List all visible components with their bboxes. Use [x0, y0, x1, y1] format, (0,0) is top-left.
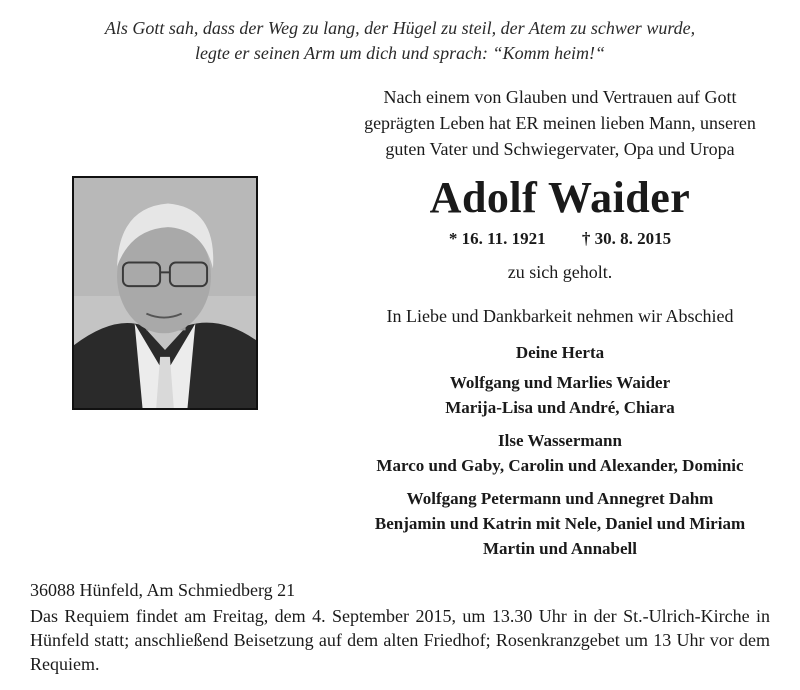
family-group	[340, 340, 780, 365]
verse-line: Als Gott sah, dass der Weg zu lang, der Hügel zu steil, der Atem zu schwer wurde,	[104, 18, 696, 38]
portrait-image	[74, 178, 256, 408]
address: 36088 Hünfeld, Am Schmiedberg 21	[30, 580, 296, 600]
portrait-photo	[72, 176, 258, 410]
intro-text	[340, 84, 780, 162]
verse	[0, 16, 800, 66]
birth-date: * 16. 11. 1921	[448, 229, 546, 248]
requiem-notice: Das Requiem findet am Freitag, dem 4. September 2015, um 13.30 Uhr in der St.-Ulrich-Kirche in Hünfeld statt; anschließend Beisetzung auf dem alten Friedhof; Rosenkranzgebet um 13 Uhr vor dem Requiem.	[30, 606, 770, 674]
intro-line: Nach einem von Glauben und Vertrauen auf Gott	[383, 87, 737, 107]
intro-line: geprägten Leben hat ER meinen lieben Mann, unseren	[364, 113, 756, 133]
death-date: † 30. 8. 2015	[581, 229, 672, 248]
farewell-text: In Liebe und Dankbarkeit nehmen wir Abschied	[386, 306, 734, 326]
family-group	[340, 486, 780, 561]
taken-text: zu sich geholt.	[507, 262, 613, 282]
family-line: Wolfgang und Marlies Waider	[449, 373, 671, 392]
life-dates	[340, 228, 780, 250]
family-line: Benjamin und Katrin mit Nele, Daniel und Miriam	[374, 514, 746, 533]
family-group	[340, 370, 780, 420]
family-line: Wolfgang Petermann und Annegret Dahm	[406, 489, 714, 508]
verse-line: legte er seinen Arm um dich und sprach: “Komm heim!“	[194, 43, 606, 63]
family-line: Ilse Wassermann	[498, 431, 622, 450]
family-line: Martin und Annabell	[483, 539, 637, 558]
family-line: Deine Herta	[515, 343, 605, 362]
family-line: Marija-Lisa und André, Chiara	[445, 398, 675, 417]
intro-line: guten Vater und Schwiegervater, Opa und Uropa	[385, 139, 735, 159]
family-line: Marco und Gaby, Carolin und Alexander, Dominic	[376, 456, 744, 475]
deceased-name: Adolf Waider	[429, 173, 691, 222]
family-group	[340, 428, 780, 478]
